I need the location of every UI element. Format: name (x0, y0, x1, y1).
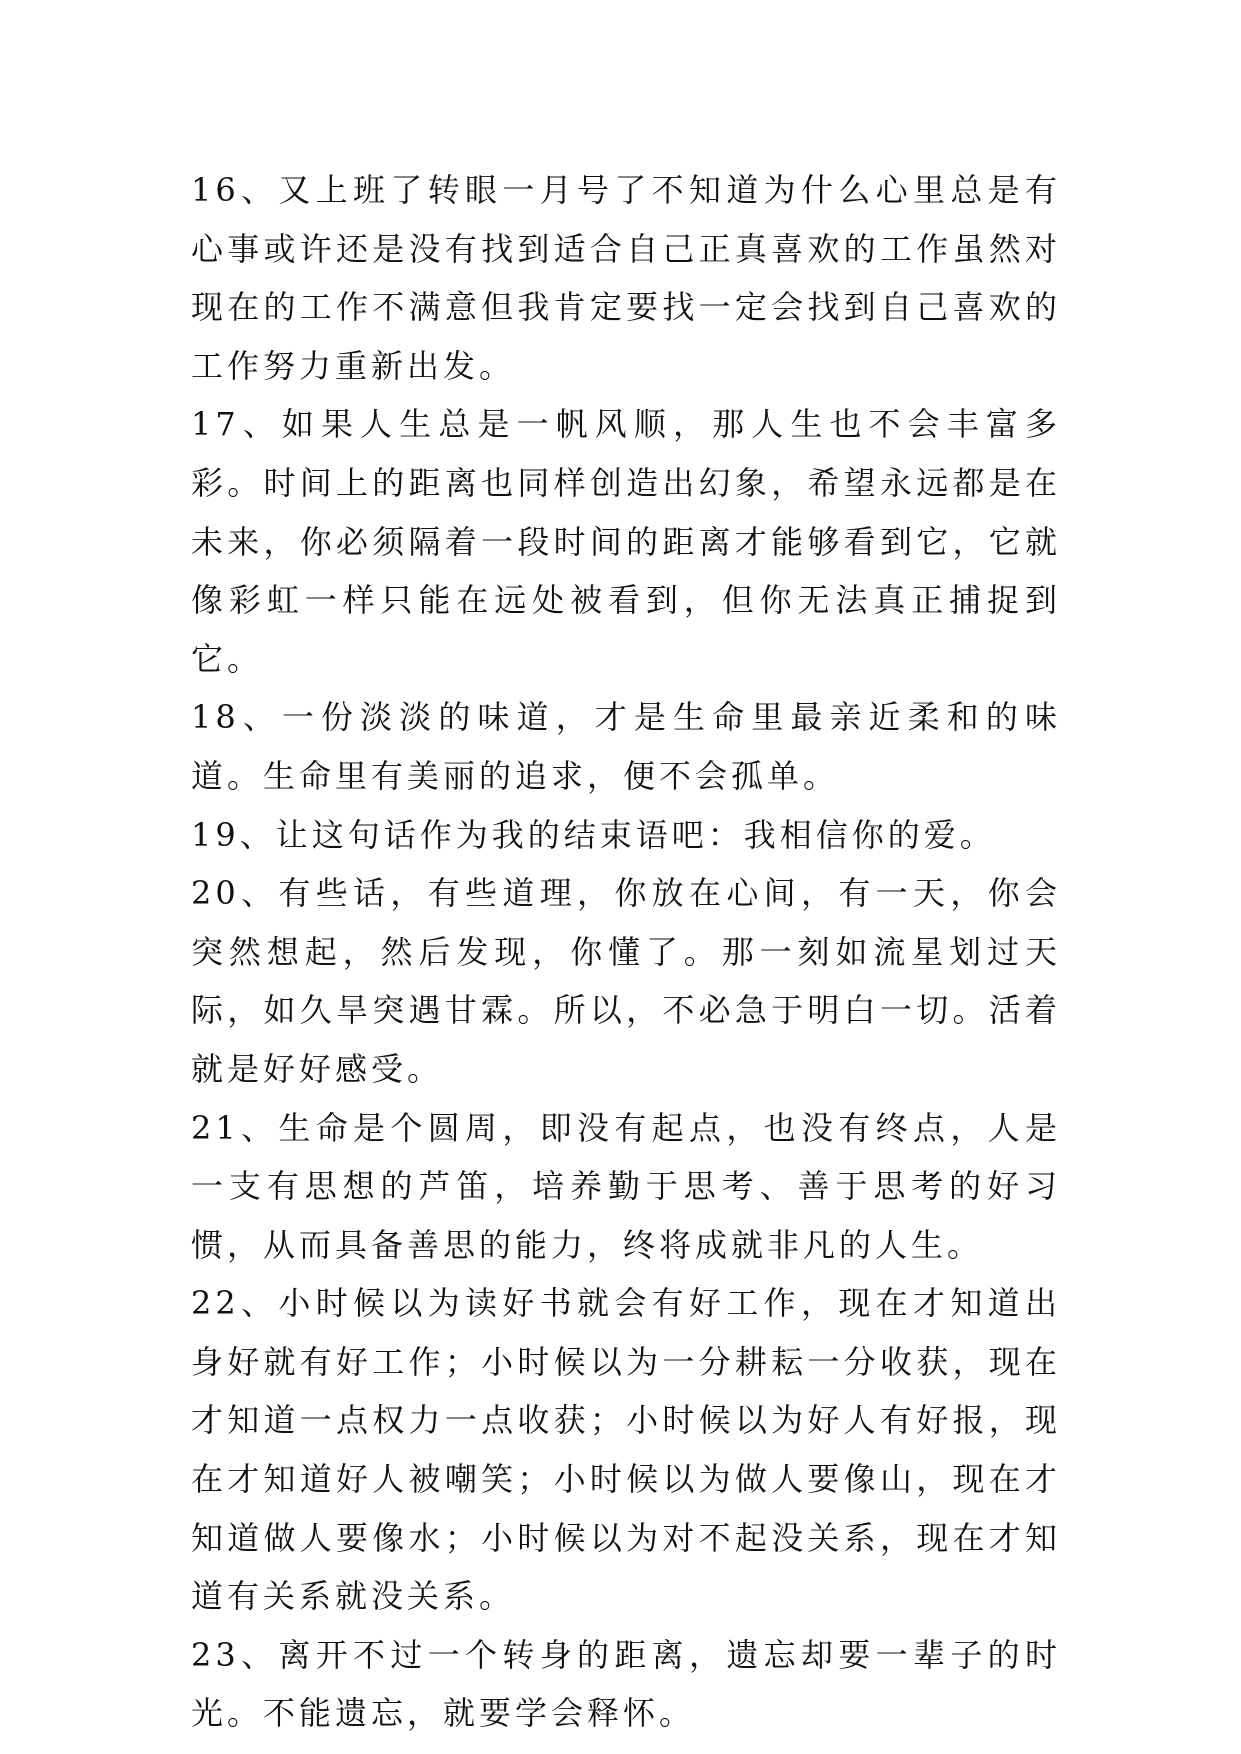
paragraph-22: 22、小时候以为读好书就会有好工作，现在才知道出身好就有好工作；小时候以为一分耕耘一分收获，现在才知道一点权力一点收获；小时候以为好人有好报，现在才知道好人被嘲笑；小时候以为做人要像山，现在才知道做人要像水；小时候以为对不起没关系，现在才知道有关系就没关系。 (191, 1284, 1061, 1616)
paragraph-21: 21、生命是个圆周，即没有起点，也没有终点，人是一支有思想的芦笛，培养勤于思考、善于思考的好习惯，从而具备善思的能力，终将成就非凡的人生。 (191, 1108, 1061, 1264)
paragraph-19: 19、让这句话作为我的结束语吧：我相信你的爱。 (191, 815, 996, 854)
paragraph-16: 16、又上班了转眼一月号了不知道为什么心里总是有心事或许还是没有找到适合自己正真喜欢的工作虽然对现在的工作不满意但我肯定要找一定会找到自己喜欢的工作努力重新出发。 (191, 171, 1061, 385)
paragraph-23: 23、离开不过一个转身的距离，遗忘却要一辈子的时光。不能遗忘，就要学会释怀。 (191, 1635, 1061, 1733)
paragraph-18: 18、一份淡淡的味道，才是生命里最亲近柔和的味道。生命里有美丽的追求，便不会孤单。 (191, 698, 1061, 795)
paragraph-17: 17、如果人生总是一帆风顺，那人生也不会丰富多彩。时间上的距离也同样创造出幻象，希望永远都是在未来，你必须隔着一段时间的距离才能够看到它，它就像彩虹一样只能在远处被看到，但你无法真正捕捉到它。 (191, 405, 1061, 678)
paragraph-20: 20、有些话，有些道理，你放在心间，有一天，你会突然想起，然后发现，你懂了。那一刻如流星划过天际，如久旱突遇甘霖。所以，不必急于明白一切。活着就是好好感受。 (191, 874, 1061, 1088)
document-page (191, 161, 1061, 1743)
